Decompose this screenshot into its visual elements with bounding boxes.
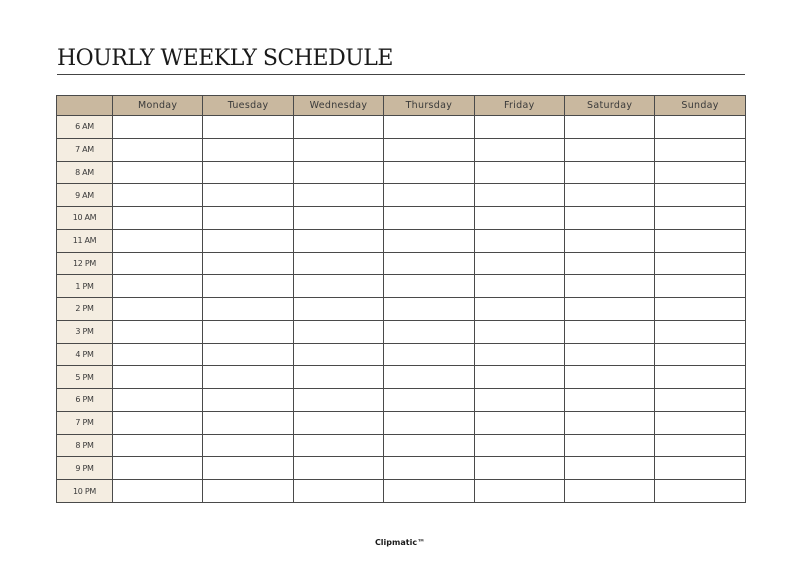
schedule-cell[interactable] bbox=[474, 207, 564, 230]
schedule-cell[interactable] bbox=[384, 116, 474, 139]
time-label: 10 PM bbox=[57, 480, 113, 503]
schedule-cell[interactable] bbox=[113, 138, 203, 161]
schedule-cell[interactable] bbox=[203, 275, 293, 298]
schedule-cell[interactable] bbox=[293, 320, 383, 343]
time-row bbox=[57, 434, 746, 457]
time-label: 6 PM bbox=[57, 389, 113, 412]
schedule-cell[interactable] bbox=[203, 411, 293, 434]
schedule-cell[interactable] bbox=[113, 275, 203, 298]
schedule-cell[interactable] bbox=[655, 366, 745, 389]
schedule-cell[interactable] bbox=[384, 320, 474, 343]
schedule-cell[interactable] bbox=[384, 138, 474, 161]
schedule-cell[interactable] bbox=[293, 229, 383, 252]
schedule-cell[interactable] bbox=[655, 275, 745, 298]
schedule-cell[interactable] bbox=[655, 343, 745, 366]
schedule-cell[interactable] bbox=[474, 366, 564, 389]
schedule-cell[interactable] bbox=[113, 161, 203, 184]
schedule-cell[interactable] bbox=[293, 275, 383, 298]
schedule-cell[interactable] bbox=[113, 457, 203, 480]
day-header-friday: Friday bbox=[474, 96, 564, 116]
schedule-cell[interactable] bbox=[384, 161, 474, 184]
time-label: 11 AM bbox=[57, 229, 113, 252]
schedule-cell[interactable] bbox=[655, 457, 745, 480]
schedule-cell[interactable] bbox=[655, 411, 745, 434]
schedule-cell[interactable] bbox=[293, 434, 383, 457]
schedule-cell[interactable] bbox=[203, 389, 293, 412]
schedule-cell[interactable] bbox=[203, 480, 293, 503]
corner-header-cell bbox=[57, 96, 113, 116]
schedule-cell[interactable] bbox=[113, 184, 203, 207]
schedule-cell[interactable] bbox=[474, 434, 564, 457]
brand-logo: Clipmatic™ bbox=[374, 538, 426, 547]
schedule-cell[interactable] bbox=[293, 252, 383, 275]
schedule-cell[interactable] bbox=[564, 480, 654, 503]
schedule-cell[interactable] bbox=[474, 389, 564, 412]
time-row bbox=[57, 320, 746, 343]
title-divider bbox=[57, 74, 745, 75]
day-header-sunday: Sunday bbox=[655, 96, 745, 116]
schedule-cell[interactable] bbox=[564, 161, 654, 184]
schedule-cell[interactable] bbox=[113, 229, 203, 252]
time-label: 6 AM bbox=[57, 116, 113, 139]
schedule-cell[interactable] bbox=[474, 275, 564, 298]
schedule-cell[interactable] bbox=[655, 480, 745, 503]
schedule-cell[interactable] bbox=[293, 457, 383, 480]
schedule-cell[interactable] bbox=[293, 298, 383, 321]
schedule-cell[interactable] bbox=[474, 480, 564, 503]
day-header-saturday: Saturday bbox=[564, 96, 654, 116]
schedule-cell[interactable] bbox=[384, 411, 474, 434]
time-label: 5 PM bbox=[57, 366, 113, 389]
schedule-cell[interactable] bbox=[564, 275, 654, 298]
schedule-cell[interactable] bbox=[293, 116, 383, 139]
schedule-cell[interactable] bbox=[113, 434, 203, 457]
time-row bbox=[57, 343, 746, 366]
time-row bbox=[57, 252, 746, 275]
schedule-cell[interactable] bbox=[564, 434, 654, 457]
time-label: 1 PM bbox=[57, 275, 113, 298]
time-label: 9 PM bbox=[57, 457, 113, 480]
header-row bbox=[57, 96, 746, 116]
schedule-cell[interactable] bbox=[474, 116, 564, 139]
schedule-cell[interactable] bbox=[564, 457, 654, 480]
time-row bbox=[57, 207, 746, 230]
schedule-cell[interactable] bbox=[384, 184, 474, 207]
schedule-cell[interactable] bbox=[113, 298, 203, 321]
schedule-cell[interactable] bbox=[564, 366, 654, 389]
schedule-cell[interactable] bbox=[384, 343, 474, 366]
time-label: 8 AM bbox=[57, 161, 113, 184]
schedule-cell[interactable] bbox=[203, 320, 293, 343]
schedule-cell[interactable] bbox=[655, 184, 745, 207]
schedule-cell[interactable] bbox=[564, 298, 654, 321]
schedule-cell[interactable] bbox=[384, 434, 474, 457]
schedule-cell[interactable] bbox=[655, 434, 745, 457]
schedule-body bbox=[57, 116, 746, 503]
schedule-cell[interactable] bbox=[655, 298, 745, 321]
day-header-tuesday: Tuesday bbox=[203, 96, 293, 116]
schedule-cell[interactable] bbox=[113, 389, 203, 412]
weekly-schedule-table bbox=[56, 95, 746, 503]
schedule-cell[interactable] bbox=[203, 343, 293, 366]
schedule-cell[interactable] bbox=[113, 116, 203, 139]
schedule-cell[interactable] bbox=[655, 389, 745, 412]
schedule-cell[interactable] bbox=[474, 229, 564, 252]
schedule-cell[interactable] bbox=[293, 480, 383, 503]
schedule-cell[interactable] bbox=[474, 457, 564, 480]
schedule-cell[interactable] bbox=[384, 480, 474, 503]
day-header-wednesday: Wednesday bbox=[293, 96, 383, 116]
time-row bbox=[57, 275, 746, 298]
time-label: 8 PM bbox=[57, 434, 113, 457]
time-label: 12 PM bbox=[57, 252, 113, 275]
schedule-cell[interactable] bbox=[564, 343, 654, 366]
schedule-cell[interactable] bbox=[113, 320, 203, 343]
time-row bbox=[57, 480, 746, 503]
schedule-cell[interactable] bbox=[203, 252, 293, 275]
time-row bbox=[57, 161, 746, 184]
time-row bbox=[57, 389, 746, 412]
schedule-cell[interactable] bbox=[203, 184, 293, 207]
schedule-cell[interactable] bbox=[113, 411, 203, 434]
time-label: 2 PM bbox=[57, 298, 113, 321]
time-row bbox=[57, 366, 746, 389]
time-row bbox=[57, 411, 746, 434]
schedule-cell[interactable] bbox=[474, 411, 564, 434]
schedule-cell[interactable] bbox=[384, 229, 474, 252]
schedule-cell[interactable] bbox=[203, 161, 293, 184]
schedule-cell[interactable] bbox=[384, 389, 474, 412]
schedule-cell[interactable] bbox=[203, 457, 293, 480]
schedule-cell[interactable] bbox=[293, 343, 383, 366]
schedule-cell[interactable] bbox=[203, 207, 293, 230]
schedule-cell[interactable] bbox=[113, 366, 203, 389]
schedule-cell[interactable] bbox=[113, 207, 203, 230]
time-row bbox=[57, 298, 746, 321]
schedule-cell[interactable] bbox=[384, 366, 474, 389]
time-label: 7 PM bbox=[57, 411, 113, 434]
schedule-cell[interactable] bbox=[564, 184, 654, 207]
time-label: 7 AM bbox=[57, 138, 113, 161]
schedule-cell[interactable] bbox=[655, 252, 745, 275]
schedule-cell[interactable] bbox=[384, 207, 474, 230]
schedule-cell[interactable] bbox=[293, 366, 383, 389]
schedule-cell[interactable] bbox=[474, 138, 564, 161]
schedule-cell[interactable] bbox=[564, 252, 654, 275]
schedule-cell[interactable] bbox=[564, 229, 654, 252]
schedule-cell[interactable] bbox=[113, 480, 203, 503]
schedule-cell[interactable] bbox=[474, 252, 564, 275]
schedule-cell[interactable] bbox=[564, 389, 654, 412]
schedule-cell[interactable] bbox=[203, 229, 293, 252]
schedule-cell[interactable] bbox=[474, 320, 564, 343]
schedule-cell[interactable] bbox=[655, 320, 745, 343]
day-header-thursday: Thursday bbox=[384, 96, 474, 116]
schedule-cell[interactable] bbox=[203, 116, 293, 139]
time-label: 9 AM bbox=[57, 184, 113, 207]
time-row bbox=[57, 184, 746, 207]
schedule-cell[interactable] bbox=[564, 138, 654, 161]
time-row bbox=[57, 457, 746, 480]
schedule-cell[interactable] bbox=[293, 411, 383, 434]
schedule-cell[interactable] bbox=[384, 252, 474, 275]
schedule-cell[interactable] bbox=[564, 116, 654, 139]
schedule-cell[interactable] bbox=[564, 411, 654, 434]
schedule-cell[interactable] bbox=[384, 275, 474, 298]
schedule-cell[interactable] bbox=[113, 252, 203, 275]
time-label: 3 PM bbox=[57, 320, 113, 343]
schedule-cell[interactable] bbox=[113, 343, 203, 366]
schedule-cell[interactable] bbox=[474, 343, 564, 366]
schedule-cell[interactable] bbox=[384, 457, 474, 480]
day-header-monday: Monday bbox=[113, 96, 203, 116]
schedule-cell[interactable] bbox=[655, 229, 745, 252]
schedule-cell[interactable] bbox=[203, 366, 293, 389]
schedule-cell[interactable] bbox=[655, 116, 745, 139]
time-label: 10 AM bbox=[57, 207, 113, 230]
schedule-cell[interactable] bbox=[655, 161, 745, 184]
time-label: 4 PM bbox=[57, 343, 113, 366]
schedule-cell[interactable] bbox=[474, 184, 564, 207]
schedule-cell[interactable] bbox=[293, 207, 383, 230]
schedule-cell[interactable] bbox=[293, 184, 383, 207]
schedule-cell[interactable] bbox=[564, 320, 654, 343]
schedule-cell[interactable] bbox=[655, 138, 745, 161]
schedule-cell[interactable] bbox=[655, 207, 745, 230]
page-title: HOURLY WEEKLY SCHEDULE bbox=[57, 46, 393, 71]
time-row bbox=[57, 229, 746, 252]
schedule-cell[interactable] bbox=[474, 161, 564, 184]
schedule-cell[interactable] bbox=[293, 389, 383, 412]
time-row bbox=[57, 116, 746, 139]
schedule-cell[interactable] bbox=[203, 298, 293, 321]
schedule-cell[interactable] bbox=[384, 298, 474, 321]
time-row bbox=[57, 138, 746, 161]
schedule-cell[interactable] bbox=[203, 434, 293, 457]
schedule-cell[interactable] bbox=[474, 298, 564, 321]
schedule-cell[interactable] bbox=[564, 207, 654, 230]
schedule-cell[interactable] bbox=[293, 161, 383, 184]
schedule-cell[interactable] bbox=[203, 138, 293, 161]
schedule-cell[interactable] bbox=[293, 138, 383, 161]
